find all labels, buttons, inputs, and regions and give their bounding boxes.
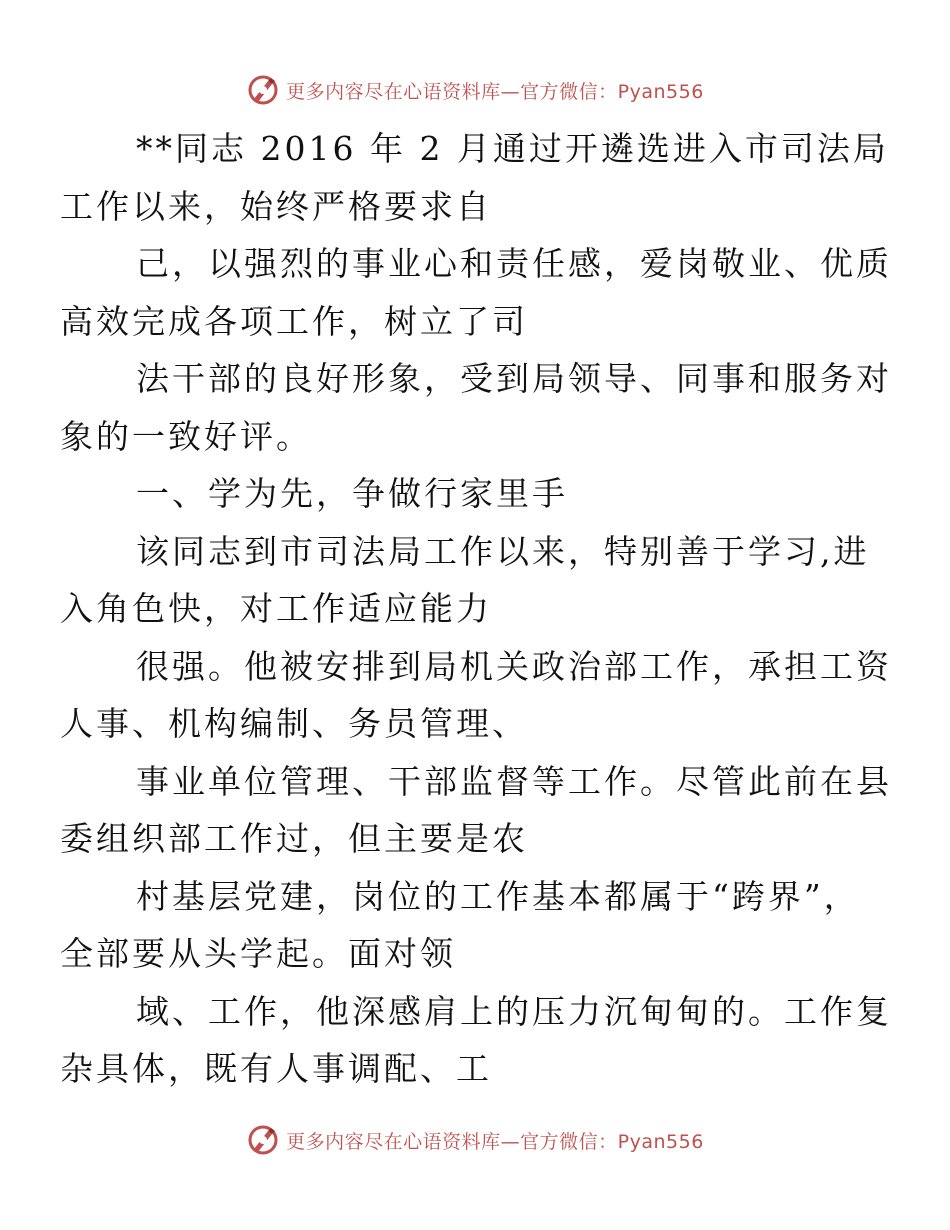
text-line: 象的一致好评。: [60, 416, 312, 456]
text-line: 入角色快，对工作适应能力: [60, 589, 492, 628]
paragraph: [60, 523, 870, 638]
watermark-banner-bottom: [0, 1120, 950, 1160]
document-body: [60, 120, 892, 1098]
watermark-banner-top: [0, 70, 950, 110]
paragraph: [60, 868, 860, 983]
text-line: 该同志到市司法局工作以来，特别善于学习,进: [136, 531, 870, 571]
text-line: 村基层党建，岗位的工作基本都属于“跨界”，: [136, 876, 860, 916]
watermark-group: [246, 73, 704, 107]
text-line: 工作以来，始终严格要求自: [60, 186, 492, 226]
text-line: **同志 2016 年 2 月通过开遴选进入市司法局: [136, 129, 889, 168]
pen-seal-icon: [246, 1123, 280, 1157]
paragraph: [60, 120, 889, 235]
text-line: 很强。他被安排到局机关政治部工作，承担工资: [136, 646, 892, 686]
text-line: 委组织部工作过，但主要是农: [60, 819, 528, 858]
paragraph: [60, 350, 892, 465]
text-line: 域、工作，他深感肩上的压力沉甸甸的。工作复: [136, 991, 892, 1031]
watermark-text: 更多内容尽在心语资料库—官方微信：Pyan556: [286, 1130, 704, 1153]
paragraph: [60, 235, 892, 350]
text-line: 全部要从头学起。面对领: [60, 934, 456, 973]
text-line: 一、学为先，争做行家里手: [136, 474, 568, 513]
text-line: 法干部的良好形象，受到局领导、同事和服务对: [136, 359, 892, 398]
text-line: 己，以强烈的事业心和责任感，爱岗敬业、优质: [136, 244, 892, 283]
watermark-group: [246, 1123, 704, 1157]
paragraph: [60, 983, 892, 1098]
text-line: 高效完成各项工作，树立了司: [60, 301, 528, 341]
text-line: 事业单位管理、干部监督等工作。尽管此前在县: [136, 761, 892, 801]
section-heading: [98, 465, 858, 523]
text-line: 人事、机构编制、务员管理、: [60, 704, 528, 743]
pen-seal-icon: [246, 73, 280, 107]
paragraph: [60, 753, 892, 868]
text-line: 杂具体，既有人事调配、工: [60, 1049, 492, 1088]
watermark-text: 更多内容尽在心语资料库—官方微信：Pyan556: [286, 80, 704, 103]
paragraph: [60, 638, 892, 753]
